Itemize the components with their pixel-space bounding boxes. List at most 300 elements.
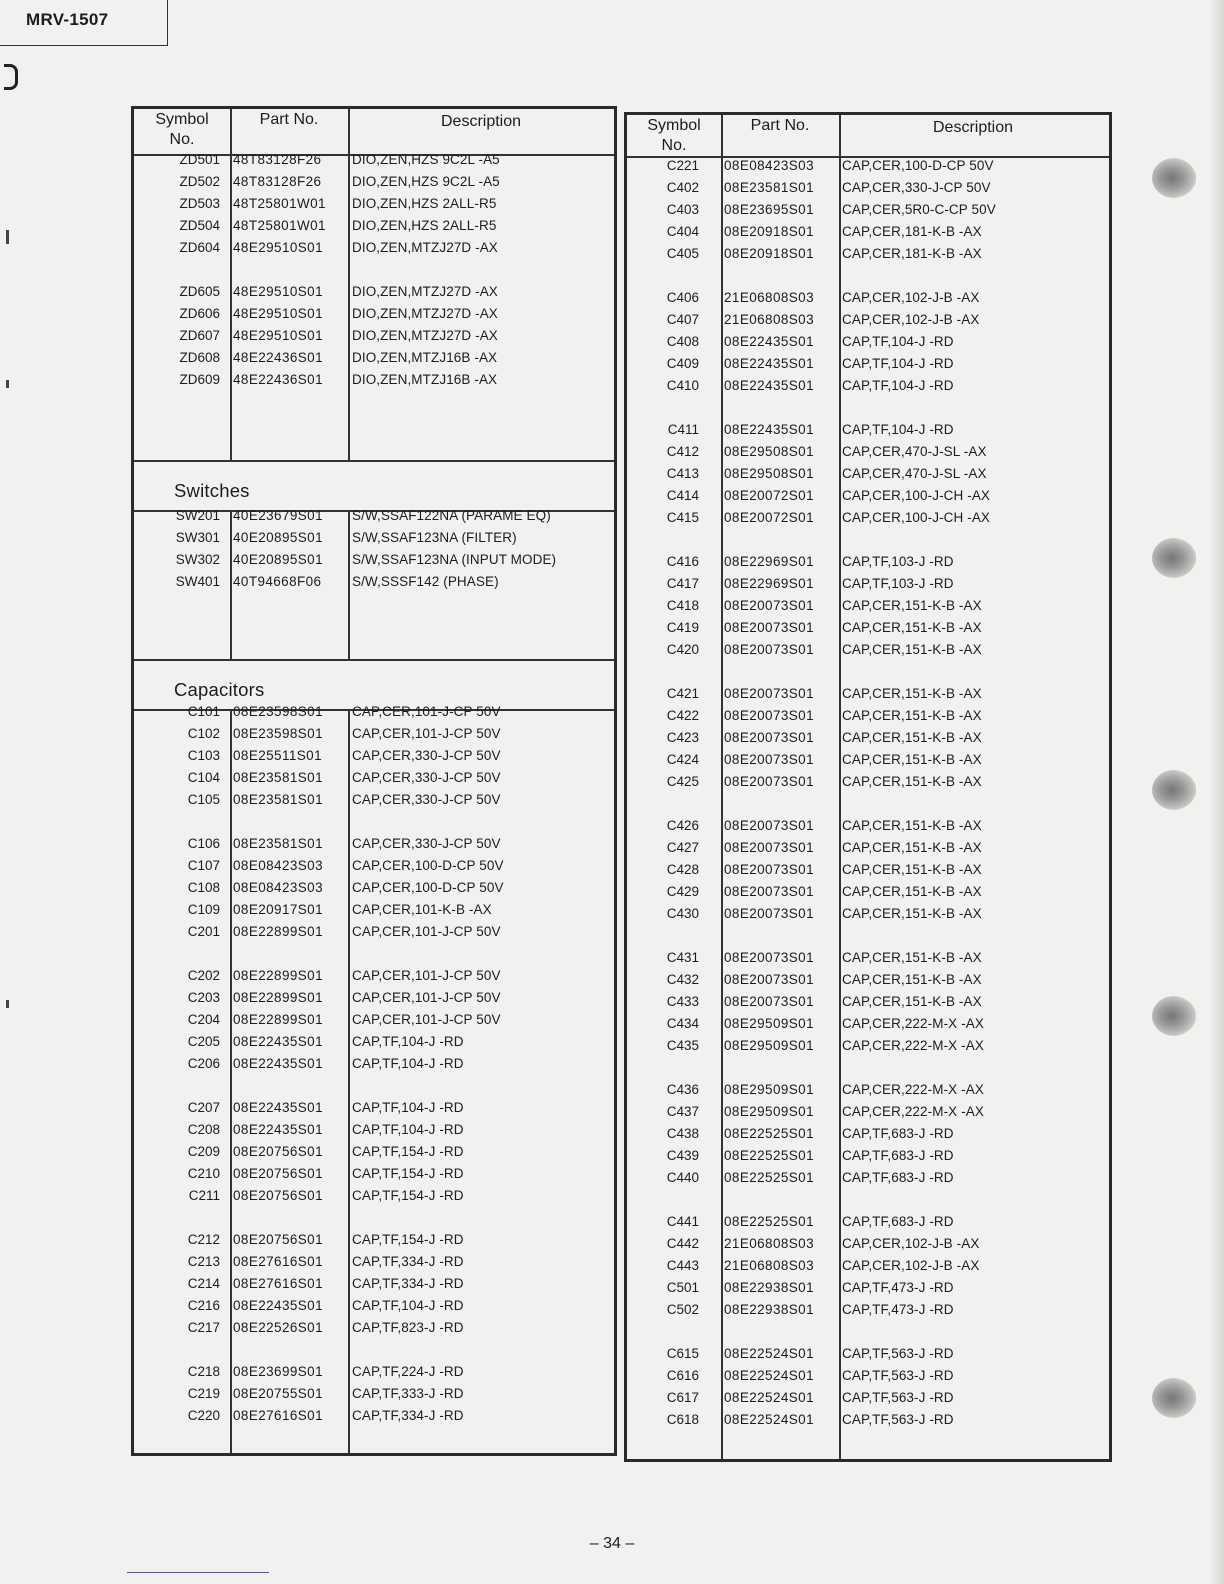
table-row	[627, 749, 1109, 771]
description-cell: DIO,ZEN,MTZJ27D -AX	[352, 328, 498, 343]
table-row	[134, 1383, 614, 1405]
symbol-cell: C420	[666, 642, 699, 657]
table-row	[627, 1343, 1109, 1365]
part-number-cell: 08E20756S01	[233, 1166, 323, 1181]
part-number-cell: 08E20073S01	[724, 774, 814, 789]
description-cell: CAP,CER,470-J-SL -AX	[842, 466, 987, 481]
description-cell: CAP,TF,473-J -RD	[842, 1280, 954, 1295]
symbol-cell: C221	[666, 158, 699, 173]
part-number-cell: 08E23581S01	[233, 792, 323, 807]
symbol-cell: ZD606	[179, 306, 220, 321]
description-cell: DIO,ZEN,HZS 9C2L -A5	[352, 174, 500, 189]
description-cell: CAP,CER,151-K-B -AX	[842, 708, 982, 723]
symbol-cell: C408	[666, 334, 699, 349]
symbol-cell: C406	[666, 290, 699, 305]
description-cell: CAP,TF,104-J -RD	[352, 1100, 464, 1115]
description-cell: CAP,CER,100-J-CH -AX	[842, 510, 991, 525]
section-title-switches: Switches	[174, 480, 250, 501]
part-number-cell: 08E25511S01	[233, 748, 322, 763]
description-cell: S/W,SSSF142 (PHASE)	[352, 574, 499, 589]
description-cell: CAP,CER,101-J-CP 50V	[352, 726, 501, 741]
part-number-cell: 08E22899S01	[233, 1012, 323, 1027]
description-cell: DIO,ZEN,MTZJ27D -AX	[352, 284, 498, 299]
description-cell: CAP,CER,101-J-CP 50V	[352, 990, 501, 1005]
table-row	[627, 991, 1109, 1013]
description-cell: CAP,CER,151-K-B -AX	[842, 862, 982, 877]
part-number-cell: 08E20073S01	[724, 840, 814, 855]
table-row	[627, 507, 1109, 529]
part-number-cell: 08E20756S01	[233, 1144, 323, 1159]
description-cell: CAP,TF,563-J -RD	[842, 1390, 954, 1405]
symbol-cell: C403	[666, 202, 699, 217]
part-number-cell: 08E29508S01	[724, 444, 814, 459]
table-row	[134, 149, 614, 171]
table-row	[627, 969, 1109, 991]
table-row	[627, 859, 1109, 881]
part-number-cell: 08E20073S01	[724, 994, 814, 1009]
symbol-cell: C427	[666, 840, 699, 855]
part-number-cell: 08E22435S01	[233, 1034, 323, 1049]
part-number-cell: 08E29509S01	[724, 1104, 814, 1119]
symbol-cell: C220	[187, 1408, 220, 1423]
model-label: MRV-1507	[0, 0, 168, 46]
part-number-cell: 08E20073S01	[724, 972, 814, 987]
parts-table-right	[624, 112, 1112, 1462]
part-number-cell: 48E22436S01	[233, 372, 323, 387]
description-cell: CAP,CER,330-J-CP 50V	[352, 836, 501, 851]
part-number-cell: 40E23679S01	[233, 508, 323, 523]
symbol-cell: ZD604	[179, 240, 220, 255]
part-number-cell: 08E22435S01	[233, 1122, 323, 1137]
part-number-cell: 08E22969S01	[724, 576, 814, 591]
part-number-cell: 08E08423S03	[724, 158, 814, 173]
symbol-cell: SW201	[175, 508, 220, 523]
part-number-cell: 08E20073S01	[724, 884, 814, 899]
symbol-cell: SW301	[175, 530, 220, 545]
table-row	[134, 549, 614, 571]
part-number-cell: 40T94668F06	[233, 574, 322, 589]
description-cell: CAP,CER,222-M-X -AX	[842, 1038, 984, 1053]
part-number-cell: 08E20756S01	[233, 1232, 323, 1247]
symbol-cell: ZD605	[179, 284, 220, 299]
symbol-cell: C439	[666, 1148, 699, 1163]
symbol-cell: C210	[187, 1166, 220, 1181]
description-cell: CAP,CER,151-K-B -AX	[842, 620, 982, 635]
table-row	[627, 155, 1109, 177]
symbol-cell: C430	[666, 906, 699, 921]
description-cell: CAP,CER,102-J-B -AX	[842, 312, 980, 327]
table-row	[627, 1145, 1109, 1167]
part-number-cell: 21E06808S03	[724, 1258, 814, 1273]
part-number-cell: 08E22525S01	[724, 1214, 814, 1229]
description-cell: CAP,TF,333-J -RD	[352, 1386, 464, 1401]
symbol-cell: C217	[187, 1320, 220, 1335]
table-row	[627, 1035, 1109, 1057]
part-number-cell: 40E20895S01	[233, 552, 323, 567]
table-row	[134, 369, 614, 391]
description-cell: CAP,TF,563-J -RD	[842, 1412, 954, 1427]
symbol-cell: C424	[666, 752, 699, 767]
description-cell: CAP,CER,101-J-CP 50V	[352, 1012, 501, 1027]
table-row	[134, 833, 614, 855]
part-number-cell: 08E23598S01	[233, 704, 323, 719]
table-row	[134, 571, 614, 593]
table-row	[627, 683, 1109, 705]
part-number-cell: 08E22525S01	[724, 1148, 814, 1163]
symbol-cell: C422	[666, 708, 699, 723]
description-cell: CAP,CER,100-D-CP 50V	[352, 858, 504, 873]
symbol-cell: C103	[187, 748, 220, 763]
description-cell: CAP,TF,334-J -RD	[352, 1408, 464, 1423]
part-number-cell: 08E08423S03	[233, 858, 323, 873]
part-number-cell: 08E20073S01	[724, 730, 814, 745]
edge-tick	[6, 380, 9, 388]
punch-hole-icon	[1152, 538, 1196, 578]
description-cell: S/W,SSAF123NA (FILTER)	[352, 530, 517, 545]
part-number-cell: 08E22525S01	[724, 1170, 814, 1185]
description-cell: CAP,TF,683-J -RD	[842, 1214, 954, 1229]
footer-rule	[127, 1572, 269, 1573]
description-cell: CAP,TF,683-J -RD	[842, 1126, 954, 1141]
table-row	[627, 1233, 1109, 1255]
table-row	[627, 815, 1109, 837]
table-row	[134, 899, 614, 921]
part-number-cell: 08E08423S03	[233, 880, 323, 895]
symbol-cell: C426	[666, 818, 699, 833]
punch-hole-icon	[1152, 770, 1196, 810]
edge-tick	[6, 230, 9, 244]
description-cell: CAP,TF,334-J -RD	[352, 1254, 464, 1269]
table-row	[627, 199, 1109, 221]
table-row	[627, 1101, 1109, 1123]
description-cell: CAP,CER,151-K-B -AX	[842, 774, 982, 789]
table-row	[627, 287, 1109, 309]
description-cell: CAP,TF,104-J -RD	[352, 1056, 464, 1071]
table-row	[134, 1317, 614, 1339]
part-number-cell: 08E22938S01	[724, 1280, 814, 1295]
description-cell: CAP,TF,104-J -RD	[842, 334, 954, 349]
table-row	[134, 745, 614, 767]
table-row	[627, 1211, 1109, 1233]
description-cell: CAP,CER,222-M-X -AX	[842, 1016, 984, 1031]
symbol-cell: C106	[187, 836, 220, 851]
table-row	[134, 193, 614, 215]
table-row	[134, 281, 614, 303]
description-cell: CAP,CER,102-J-B -AX	[842, 1236, 980, 1251]
description-cell: CAP,CER,151-K-B -AX	[842, 686, 982, 701]
symbol-cell: C202	[187, 968, 220, 983]
table-row	[134, 215, 614, 237]
part-number-cell: 08E22524S01	[724, 1368, 814, 1383]
table-row	[134, 921, 614, 943]
symbol-cell: C410	[666, 378, 699, 393]
table-row	[627, 309, 1109, 331]
part-number-cell: 08E22435S01	[724, 422, 814, 437]
part-number-cell: 48T25801W01	[233, 218, 326, 233]
symbol-cell: ZD502	[179, 174, 220, 189]
description-cell: CAP,TF,224-J -RD	[352, 1364, 464, 1379]
table-row	[627, 1255, 1109, 1277]
table-row	[627, 551, 1109, 573]
part-number-cell: 08E20756S01	[233, 1188, 323, 1203]
description-cell: CAP,TF,823-J -RD	[352, 1320, 464, 1335]
symbol-cell: C429	[666, 884, 699, 899]
table-row	[627, 595, 1109, 617]
part-number-cell: 08E23695S01	[724, 202, 814, 217]
description-cell: CAP,CER,101-K-B -AX	[352, 902, 492, 917]
description-cell: CAP,CER,100-D-CP 50V	[352, 880, 504, 895]
description-cell: DIO,ZEN,HZS 9C2L -A5	[352, 152, 500, 167]
part-number-cell: 08E22524S01	[724, 1390, 814, 1405]
table-row	[134, 1141, 614, 1163]
description-cell: CAP,TF,473-J -RD	[842, 1302, 954, 1317]
part-number-cell: 08E27616S01	[233, 1276, 323, 1291]
symbol-cell: C413	[666, 466, 699, 481]
description-cell: CAP,CER,151-K-B -AX	[842, 752, 982, 767]
part-number-cell: 48E29510S01	[233, 240, 323, 255]
description-cell: CAP,TF,683-J -RD	[842, 1170, 954, 1185]
symbol-cell: C440	[666, 1170, 699, 1185]
part-number-cell: 08E29509S01	[724, 1082, 814, 1097]
description-cell: CAP,CER,5R0-C-CP 50V	[842, 202, 996, 217]
part-number-cell: 40E20895S01	[233, 530, 323, 545]
symbol-cell: C425	[666, 774, 699, 789]
symbol-cell: C108	[187, 880, 220, 895]
symbol-cell: C436	[666, 1082, 699, 1097]
part-number-cell: 08E20072S01	[724, 488, 814, 503]
symbol-cell: SW302	[175, 552, 220, 567]
table-row	[134, 505, 614, 527]
description-cell: CAP,TF,104-J -RD	[842, 356, 954, 371]
symbol-cell: C443	[666, 1258, 699, 1273]
table-row	[627, 221, 1109, 243]
part-number-cell: 08E22435S01	[724, 334, 814, 349]
table-row	[627, 881, 1109, 903]
symbol-cell: C219	[187, 1386, 220, 1401]
part-number-cell: 08E22899S01	[233, 990, 323, 1005]
symbol-cell: C435	[666, 1038, 699, 1053]
table-row	[627, 353, 1109, 375]
punch-hole-icon	[1152, 1378, 1196, 1418]
table-row	[627, 1387, 1109, 1409]
symbol-cell: C428	[666, 862, 699, 877]
symbol-cell: SW401	[175, 574, 220, 589]
symbol-cell: C404	[666, 224, 699, 239]
table-row	[134, 701, 614, 723]
part-number-cell: 08E23581S01	[233, 770, 323, 785]
symbol-cell: C405	[666, 246, 699, 261]
table-row	[627, 1013, 1109, 1035]
header-symbol: Symbol No.	[155, 111, 209, 148]
description-cell: CAP,CER,151-K-B -AX	[842, 818, 982, 833]
symbol-cell: C421	[666, 686, 699, 701]
symbol-cell: C414	[666, 488, 699, 503]
description-cell: CAP,CER,330-J-CP 50V	[842, 180, 991, 195]
symbol-cell: C203	[187, 990, 220, 1005]
table-row	[134, 1229, 614, 1251]
part-number-cell: 08E22899S01	[233, 924, 323, 939]
table-row	[627, 573, 1109, 595]
symbol-cell: C206	[187, 1056, 220, 1071]
symbol-cell: C409	[666, 356, 699, 371]
description-cell: CAP,TF,104-J -RD	[352, 1034, 464, 1049]
symbol-cell: C105	[187, 792, 220, 807]
part-number-cell: 08E20073S01	[724, 818, 814, 833]
part-number-cell: 08E20073S01	[724, 620, 814, 635]
description-cell: DIO,ZEN,HZS 2ALL-R5	[352, 218, 497, 233]
part-number-cell: 08E23699S01	[233, 1364, 323, 1379]
description-cell: CAP,CER,151-K-B -AX	[842, 730, 982, 745]
symbol-cell: C501	[666, 1280, 699, 1295]
part-number-cell: 08E20073S01	[724, 598, 814, 613]
symbol-cell: C102	[187, 726, 220, 741]
part-number-cell: 08E29509S01	[724, 1038, 814, 1053]
symbol-cell: C616	[666, 1368, 699, 1383]
description-cell: CAP,CER,102-J-B -AX	[842, 290, 980, 305]
description-cell: DIO,ZEN,MTZJ27D -AX	[352, 306, 498, 321]
description-cell: CAP,CER,102-J-B -AX	[842, 1258, 980, 1273]
symbol-cell: C442	[666, 1236, 699, 1251]
symbol-cell: ZD609	[179, 372, 220, 387]
part-number-cell: 08E22525S01	[724, 1126, 814, 1141]
part-number-cell: 08E22524S01	[724, 1412, 814, 1427]
part-number-cell: 08E22435S01	[233, 1056, 323, 1071]
part-number-cell: 08E27616S01	[233, 1408, 323, 1423]
description-cell: DIO,ZEN,MTZJ27D -AX	[352, 240, 498, 255]
table-row	[627, 485, 1109, 507]
part-number-cell: 08E22435S01	[233, 1298, 323, 1313]
part-number-cell: 08E22899S01	[233, 968, 323, 983]
symbol-cell: C107	[187, 858, 220, 873]
table-row	[134, 767, 614, 789]
symbol-cell: C434	[666, 1016, 699, 1031]
table-row	[627, 1365, 1109, 1387]
symbol-cell: C416	[666, 554, 699, 569]
table-row	[627, 1409, 1109, 1431]
part-number-cell: 08E22526S01	[233, 1320, 323, 1335]
table-row	[627, 727, 1109, 749]
symbol-cell: C204	[187, 1012, 220, 1027]
description-cell: CAP,CER,181-K-B -AX	[842, 246, 982, 261]
header-part-no: Part No.	[750, 117, 810, 134]
symbol-cell: C433	[666, 994, 699, 1009]
part-number-cell: 08E29509S01	[724, 1016, 814, 1031]
part-number-cell: 08E20917S01	[233, 902, 323, 917]
header-symbol: Symbol No.	[647, 117, 701, 154]
part-number-cell: 08E23581S01	[724, 180, 814, 195]
symbol-cell: ZD504	[179, 218, 220, 233]
description-cell: CAP,TF,154-J -RD	[352, 1144, 464, 1159]
table-row	[627, 463, 1109, 485]
table-row	[627, 947, 1109, 969]
part-number-cell: 08E20073S01	[724, 642, 814, 657]
description-cell: CAP,CER,330-J-CP 50V	[352, 770, 501, 785]
description-cell: CAP,TF,334-J -RD	[352, 1276, 464, 1291]
symbol-cell: C216	[187, 1298, 220, 1313]
description-cell: CAP,CER,330-J-CP 50V	[352, 792, 501, 807]
part-number-cell: 48E22436S01	[233, 350, 323, 365]
table-row	[134, 1031, 614, 1053]
description-cell: CAP,TF,104-J -RD	[842, 378, 954, 393]
table-row	[134, 723, 614, 745]
description-cell: CAP,TF,563-J -RD	[842, 1346, 954, 1361]
table-row	[134, 347, 614, 369]
table-row	[627, 1079, 1109, 1101]
table-row	[627, 243, 1109, 265]
symbol-cell: C417	[666, 576, 699, 591]
symbol-cell: C431	[666, 950, 699, 965]
table-row	[134, 877, 614, 899]
symbol-cell: C441	[666, 1214, 699, 1229]
description-cell: CAP,CER,101-J-CP 50V	[352, 968, 501, 983]
symbol-cell: C213	[187, 1254, 220, 1269]
description-cell: CAP,CER,470-J-SL -AX	[842, 444, 987, 459]
part-number-cell: 08E20072S01	[724, 510, 814, 525]
part-number-cell: 21E06808S03	[724, 312, 814, 327]
description-cell: CAP,TF,563-J -RD	[842, 1368, 954, 1383]
description-cell: CAP,CER,222-M-X -AX	[842, 1104, 984, 1119]
part-number-cell: 08E22435S01	[724, 356, 814, 371]
symbol-cell: C207	[187, 1100, 220, 1115]
symbol-cell: C104	[187, 770, 220, 785]
table-row	[627, 639, 1109, 661]
table-row	[134, 1295, 614, 1317]
description-cell: DIO,ZEN,MTZJ16B -AX	[352, 350, 498, 365]
part-number-cell: 08E23598S01	[233, 726, 323, 741]
description-cell: S/W,SSAF122NA (PARAME EQ)	[352, 508, 551, 523]
table-row	[134, 855, 614, 877]
symbol-cell: C402	[666, 180, 699, 195]
part-number-cell: 21E06808S03	[724, 290, 814, 305]
description-cell: CAP,CER,151-K-B -AX	[842, 906, 982, 921]
part-number-cell: 08E20073S01	[724, 686, 814, 701]
page-number: – 34 –	[589, 1535, 635, 1552]
description-cell: CAP,CER,101-J-CP 50V	[352, 924, 501, 939]
table-row	[134, 1405, 614, 1427]
section-title-capacitors: Capacitors	[174, 679, 265, 700]
description-cell: DIO,ZEN,HZS 2ALL-R5	[352, 196, 497, 211]
table-row	[134, 1009, 614, 1031]
header-description: Description	[932, 119, 1014, 136]
part-number-cell: 48E29510S01	[233, 328, 323, 343]
description-cell: CAP,TF,104-J -RD	[842, 422, 954, 437]
table-row	[134, 1273, 614, 1295]
table-row	[134, 325, 614, 347]
description-cell: CAP,TF,104-J -RD	[352, 1122, 464, 1137]
table-row	[134, 237, 614, 259]
part-number-cell: 48E29510S01	[233, 284, 323, 299]
symbol-cell: ZD608	[179, 350, 220, 365]
table-row	[134, 789, 614, 811]
table-row	[134, 1119, 614, 1141]
part-number-cell: 48T83128F26	[233, 174, 322, 189]
table-row	[627, 617, 1109, 639]
symbol-cell: C615	[666, 1346, 699, 1361]
description-cell: DIO,ZEN,MTZJ16B -AX	[352, 372, 498, 387]
description-cell: CAP,CER,181-K-B -AX	[842, 224, 982, 239]
table-row	[627, 419, 1109, 441]
part-number-cell: 08E22969S01	[724, 554, 814, 569]
description-cell: CAP,TF,103-J -RD	[842, 554, 954, 569]
table-row	[627, 1123, 1109, 1145]
part-number-cell: 08E20918S01	[724, 246, 814, 261]
symbol-cell: C407	[666, 312, 699, 327]
table-row	[134, 987, 614, 1009]
part-number-cell: 08E20073S01	[724, 752, 814, 767]
symbol-cell: C423	[666, 730, 699, 745]
symbol-cell: C415	[666, 510, 699, 525]
part-number-cell: 08E23581S01	[233, 836, 323, 851]
